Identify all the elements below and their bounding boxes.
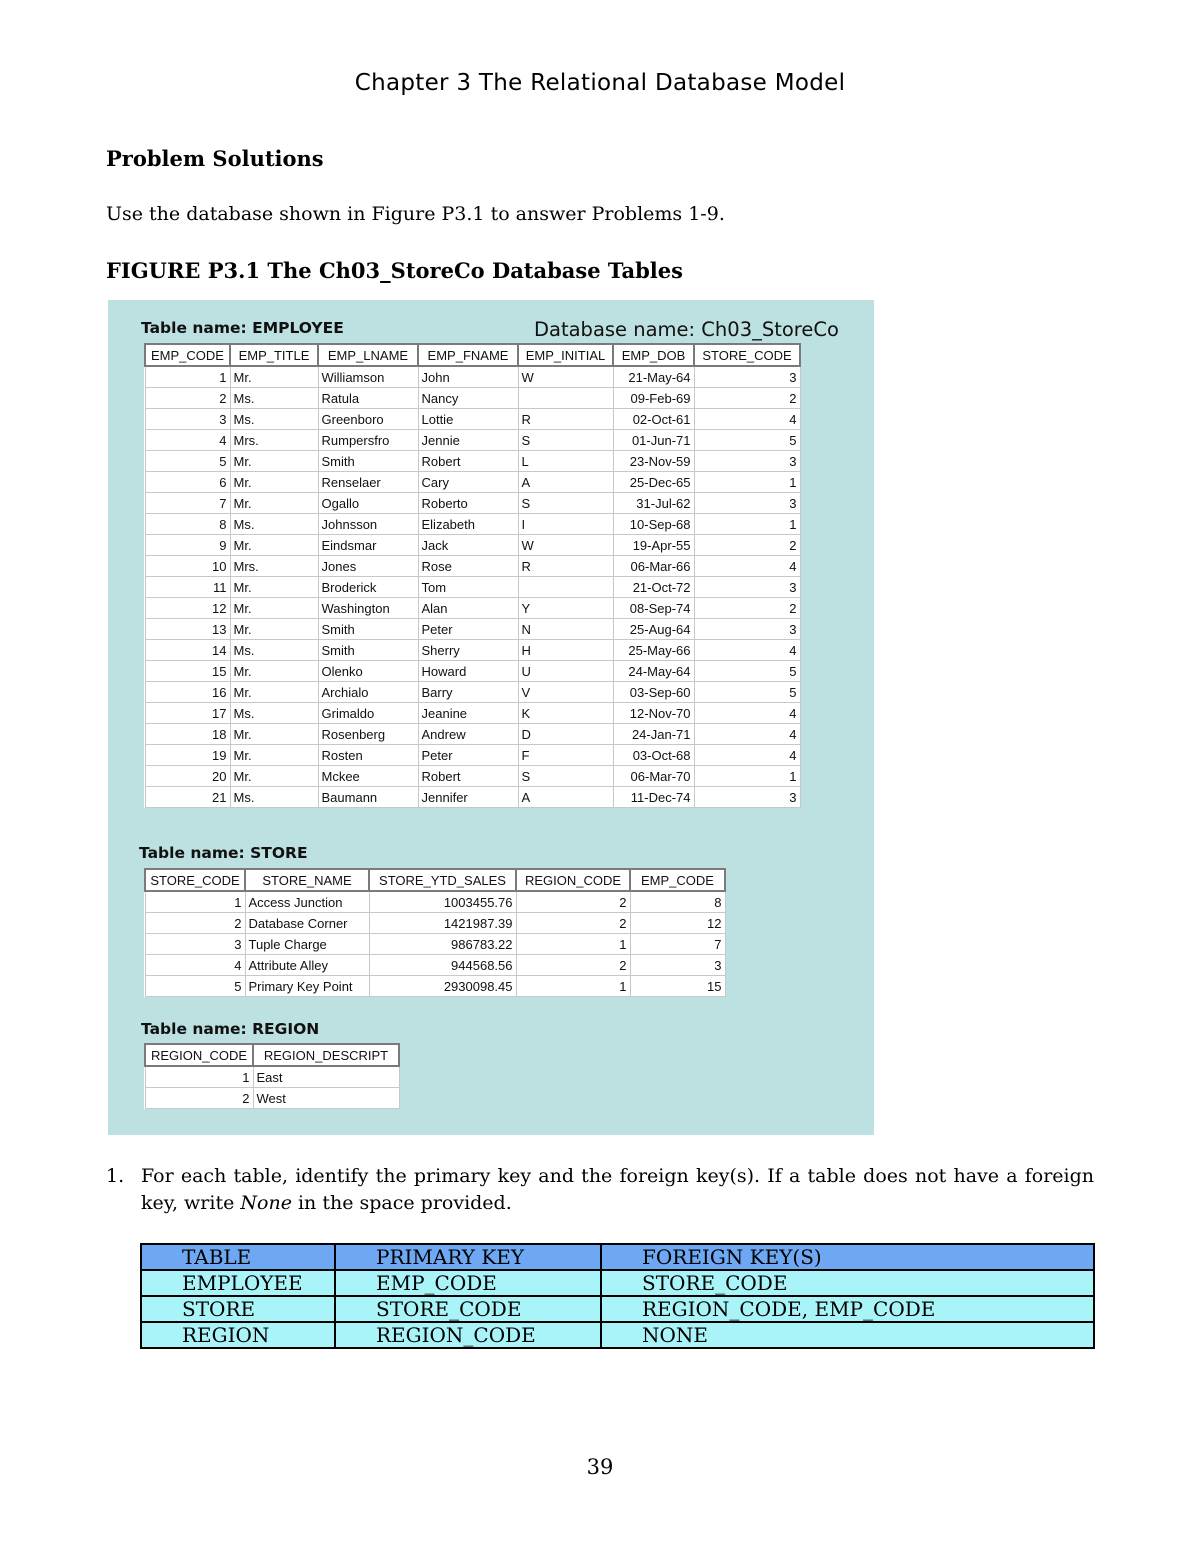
table-cell: Roberto: [418, 493, 518, 514]
answer-cell: EMPLOYEE: [141, 1270, 335, 1296]
table-cell: Sherry: [418, 640, 518, 661]
column-header: STORE_NAME: [245, 869, 369, 891]
column-header: EMP_CODE: [630, 869, 725, 891]
table-cell: Y: [518, 598, 613, 619]
table-row: [145, 514, 800, 535]
table-row: [145, 577, 800, 598]
table-cell: A: [518, 787, 613, 808]
table-cell: 2: [694, 388, 800, 409]
column-header: EMP_DOB: [613, 344, 694, 366]
table-cell: 12: [630, 913, 725, 934]
table-cell: 1: [694, 514, 800, 535]
table-cell: 7: [630, 934, 725, 955]
table-cell: Andrew: [418, 724, 518, 745]
table-cell: Peter: [418, 619, 518, 640]
table-row: [145, 388, 800, 409]
table-cell: Williamson: [318, 366, 418, 388]
table-cell: 13: [145, 619, 230, 640]
table-cell: 1: [145, 891, 245, 913]
table-cell: 3: [694, 366, 800, 388]
answer-header: PRIMARY KEY: [335, 1244, 601, 1270]
table-cell: West: [253, 1088, 399, 1109]
table-cell: Renselaer: [318, 472, 418, 493]
table-cell: 2: [694, 598, 800, 619]
table-cell: Smith: [318, 451, 418, 472]
table-cell: 2: [145, 388, 230, 409]
section-intro: Use the database shown in Figure P3.1 to answer Problems 1-9.: [106, 203, 725, 225]
table-cell: Ogallo: [318, 493, 418, 514]
table-row: [145, 934, 725, 955]
answer-row: [141, 1296, 1094, 1322]
table-row: [145, 366, 800, 388]
table-row: [145, 409, 800, 430]
table-cell: Johnsson: [318, 514, 418, 535]
table-row: [145, 451, 800, 472]
answer-cell: REGION_CODE, EMP_CODE: [601, 1296, 1094, 1322]
table-cell: Mr.: [230, 745, 318, 766]
table-cell: Mrs.: [230, 556, 318, 577]
table-cell: 3: [694, 619, 800, 640]
table-cell: Mckee: [318, 766, 418, 787]
table-cell: Mr.: [230, 619, 318, 640]
table-cell: I: [518, 514, 613, 535]
column-header: REGION_CODE: [516, 869, 630, 891]
table-cell: 06-Mar-66: [613, 556, 694, 577]
table-cell: W: [518, 535, 613, 556]
table-cell: 1421987.39: [369, 913, 516, 934]
table-cell: D: [518, 724, 613, 745]
table-cell: Howard: [418, 661, 518, 682]
table-cell: 10: [145, 556, 230, 577]
table-row: [145, 640, 800, 661]
store-table: [144, 868, 726, 997]
table-cell: Peter: [418, 745, 518, 766]
table-cell: S: [518, 493, 613, 514]
table-cell: 4: [694, 745, 800, 766]
table-row: [145, 661, 800, 682]
page-header-title: Chapter 3 The Relational Database Model: [354, 70, 846, 96]
table-cell: Mr.: [230, 766, 318, 787]
table-cell: Mr.: [230, 535, 318, 556]
table-cell: 24-May-64: [613, 661, 694, 682]
table-cell: 14: [145, 640, 230, 661]
table-cell: 31-Jul-62: [613, 493, 694, 514]
table-row: [145, 913, 725, 934]
table-cell: L: [518, 451, 613, 472]
table-cell: 1: [516, 934, 630, 955]
region-table-label: Table name: REGION: [141, 1020, 320, 1038]
table-row: [145, 745, 800, 766]
table-cell: S: [518, 766, 613, 787]
table-cell: Jennifer: [418, 787, 518, 808]
question-text: [141, 1163, 1094, 1217]
table-cell: 25-Dec-65: [613, 472, 694, 493]
table-cell: Alan: [418, 598, 518, 619]
table-row: [145, 891, 725, 913]
table-cell: 09-Feb-69: [613, 388, 694, 409]
table-cell: John: [418, 366, 518, 388]
table-cell: 2: [516, 913, 630, 934]
table-cell: 5: [694, 661, 800, 682]
column-header: REGION_CODE: [145, 1044, 253, 1066]
table-cell: Baumann: [318, 787, 418, 808]
table-cell: Mr.: [230, 472, 318, 493]
table-cell: 1: [145, 366, 230, 388]
table-cell: 18: [145, 724, 230, 745]
table-cell: K: [518, 703, 613, 724]
table-cell: 4: [694, 640, 800, 661]
column-header: EMP_INITIAL: [518, 344, 613, 366]
table-cell: 1: [694, 472, 800, 493]
table-cell: Rumpersfro: [318, 430, 418, 451]
table-cell: 1003455.76: [369, 891, 516, 913]
table-cell: 25-Aug-64: [613, 619, 694, 640]
table-row: [145, 724, 800, 745]
table-cell: Rose: [418, 556, 518, 577]
table-cell: 2: [145, 1088, 253, 1109]
table-cell: Broderick: [318, 577, 418, 598]
table-cell: Washington: [318, 598, 418, 619]
table-cell: Mr.: [230, 682, 318, 703]
table-cell: Olenko: [318, 661, 418, 682]
table-cell: Grimaldo: [318, 703, 418, 724]
column-header: EMP_FNAME: [418, 344, 518, 366]
question-number: 1.: [106, 1165, 125, 1187]
question-emphasis: None: [240, 1192, 292, 1214]
table-row: [145, 556, 800, 577]
table-cell: 1: [516, 976, 630, 997]
table-cell: 3: [630, 955, 725, 976]
table-cell: Robert: [418, 451, 518, 472]
store-table-label: Table name: STORE: [139, 844, 308, 862]
table-cell: 4: [145, 430, 230, 451]
table-cell: 12: [145, 598, 230, 619]
table-cell: Lottie: [418, 409, 518, 430]
table-cell: H: [518, 640, 613, 661]
table-row: [145, 955, 725, 976]
table-row: [145, 682, 800, 703]
database-figure: [108, 300, 874, 1135]
table-cell: 986783.22: [369, 934, 516, 955]
table-cell: Mr.: [230, 366, 318, 388]
table-cell: 03-Oct-68: [613, 745, 694, 766]
table-cell: 25-May-66: [613, 640, 694, 661]
table-cell: Jones: [318, 556, 418, 577]
table-row: [145, 472, 800, 493]
table-cell: 3: [694, 451, 800, 472]
table-cell: Barry: [418, 682, 518, 703]
table-cell: 1: [694, 766, 800, 787]
table-cell: R: [518, 409, 613, 430]
table-cell: 03-Sep-60: [613, 682, 694, 703]
table-cell: Mr.: [230, 451, 318, 472]
table-cell: Cary: [418, 472, 518, 493]
table-cell: Rosten: [318, 745, 418, 766]
answer-cell: STORE_CODE: [335, 1296, 601, 1322]
answer-header: FOREIGN KEY(S): [601, 1244, 1094, 1270]
table-cell: F: [518, 745, 613, 766]
table-cell: 5: [145, 976, 245, 997]
table-cell: 17: [145, 703, 230, 724]
table-row: [145, 1088, 399, 1109]
table-cell: 5: [694, 682, 800, 703]
table-cell: 23-Nov-59: [613, 451, 694, 472]
table-row: [145, 493, 800, 514]
answer-cell: EMP_CODE: [335, 1270, 601, 1296]
table-cell: 7: [145, 493, 230, 514]
column-header: EMP_CODE: [145, 344, 230, 366]
table-row: [145, 976, 725, 997]
table-cell: Mrs.: [230, 430, 318, 451]
column-header: STORE_YTD_SALES: [369, 869, 516, 891]
table-cell: V: [518, 682, 613, 703]
table-cell: N: [518, 619, 613, 640]
table-cell: 8: [630, 891, 725, 913]
table-cell: 21-Oct-72: [613, 577, 694, 598]
table-cell: 01-Jun-71: [613, 430, 694, 451]
table-cell: 15: [630, 976, 725, 997]
table-row: [145, 703, 800, 724]
table-cell: 3: [694, 577, 800, 598]
table-cell: Smith: [318, 619, 418, 640]
table-cell: Nancy: [418, 388, 518, 409]
table-cell: A: [518, 472, 613, 493]
table-cell: 12-Nov-70: [613, 703, 694, 724]
database-name-label: Database name: Ch03_StoreCo: [534, 318, 839, 341]
table-cell: Mr.: [230, 661, 318, 682]
table-cell: 3: [694, 787, 800, 808]
employee-table: [144, 343, 801, 808]
table-cell: 2: [516, 891, 630, 913]
table-cell: Smith: [318, 640, 418, 661]
answer-cell: REGION_CODE: [335, 1322, 601, 1348]
table-cell: 2: [516, 955, 630, 976]
table-row: [145, 787, 800, 808]
table-cell: 16: [145, 682, 230, 703]
table-row: [145, 430, 800, 451]
table-cell: 02-Oct-61: [613, 409, 694, 430]
table-cell: 2930098.45: [369, 976, 516, 997]
table-cell: U: [518, 661, 613, 682]
table-cell: [518, 577, 613, 598]
table-cell: 21-May-64: [613, 366, 694, 388]
region-table: [144, 1043, 400, 1109]
table-cell: Tom: [418, 577, 518, 598]
table-cell: S: [518, 430, 613, 451]
table-cell: 4: [694, 703, 800, 724]
table-cell: Ms.: [230, 388, 318, 409]
table-cell: 2: [694, 535, 800, 556]
table-cell: 3: [694, 493, 800, 514]
table-cell: Elizabeth: [418, 514, 518, 535]
table-cell: 21: [145, 787, 230, 808]
table-cell: 08-Sep-74: [613, 598, 694, 619]
section-heading: Problem Solutions: [106, 146, 324, 171]
answer-cell: NONE: [601, 1322, 1094, 1348]
table-cell: Jennie: [418, 430, 518, 451]
question-text-before: For each table, identify the primary key and the foreign key(s). If a table does not have a foreign key, write: [141, 1165, 1094, 1214]
table-cell: Rosenberg: [318, 724, 418, 745]
table-row: [145, 598, 800, 619]
table-cell: 24-Jan-71: [613, 724, 694, 745]
table-cell: 8: [145, 514, 230, 535]
table-cell: 4: [145, 955, 245, 976]
table-cell: Access Junction: [245, 891, 369, 913]
table-cell: 19-Apr-55: [613, 535, 694, 556]
table-cell: 10-Sep-68: [613, 514, 694, 535]
table-cell: Jack: [418, 535, 518, 556]
table-cell: Attribute Alley: [245, 955, 369, 976]
answer-row: [141, 1270, 1094, 1296]
answer-cell: REGION: [141, 1322, 335, 1348]
table-cell: Database Corner: [245, 913, 369, 934]
table-cell: 19: [145, 745, 230, 766]
table-cell: Greenboro: [318, 409, 418, 430]
table-cell: 9: [145, 535, 230, 556]
answer-table: [140, 1243, 1095, 1349]
table-cell: Primary Key Point: [245, 976, 369, 997]
table-cell: Ratula: [318, 388, 418, 409]
table-cell: Tuple Charge: [245, 934, 369, 955]
table-cell: Mr.: [230, 577, 318, 598]
table-row: [145, 535, 800, 556]
table-row: [145, 619, 800, 640]
table-cell: 2: [145, 913, 245, 934]
table-cell: Mr.: [230, 493, 318, 514]
table-cell: 20: [145, 766, 230, 787]
page-number: 39: [586, 1455, 614, 1479]
column-header: STORE_CODE: [694, 344, 800, 366]
table-cell: 5: [694, 430, 800, 451]
column-header: STORE_CODE: [145, 869, 245, 891]
table-cell: Robert: [418, 766, 518, 787]
answer-cell: STORE_CODE: [601, 1270, 1094, 1296]
table-cell: Ms.: [230, 640, 318, 661]
table-cell: 4: [694, 556, 800, 577]
answer-cell: STORE: [141, 1296, 335, 1322]
table-cell: Ms.: [230, 409, 318, 430]
table-cell: 15: [145, 661, 230, 682]
table-cell: 5: [145, 451, 230, 472]
table-cell: 4: [694, 724, 800, 745]
table-cell: Mr.: [230, 724, 318, 745]
figure-caption: FIGURE P3.1 The Ch03_StoreCo Database Tables: [106, 258, 683, 283]
employee-table-label: Table name: EMPLOYEE: [141, 319, 344, 337]
table-cell: Ms.: [230, 703, 318, 724]
table-row: [145, 1066, 399, 1088]
table-row: [145, 766, 800, 787]
table-cell: W: [518, 366, 613, 388]
table-cell: East: [253, 1066, 399, 1088]
table-cell: Ms.: [230, 514, 318, 535]
table-cell: Mr.: [230, 598, 318, 619]
table-cell: 11: [145, 577, 230, 598]
column-header: EMP_LNAME: [318, 344, 418, 366]
table-cell: 4: [694, 409, 800, 430]
table-cell: R: [518, 556, 613, 577]
table-cell: Ms.: [230, 787, 318, 808]
answer-row: [141, 1322, 1094, 1348]
table-cell: [518, 388, 613, 409]
table-cell: Eindsmar: [318, 535, 418, 556]
table-cell: Archialo: [318, 682, 418, 703]
table-cell: Jeanine: [418, 703, 518, 724]
table-cell: 06-Mar-70: [613, 766, 694, 787]
table-cell: 3: [145, 934, 245, 955]
table-cell: 944568.56: [369, 955, 516, 976]
column-header: EMP_TITLE: [230, 344, 318, 366]
column-header: REGION_DESCRIPT: [253, 1044, 399, 1066]
table-cell: 1: [145, 1066, 253, 1088]
table-cell: 3: [145, 409, 230, 430]
question-text-after: in the space provided.: [291, 1192, 512, 1214]
table-cell: 6: [145, 472, 230, 493]
answer-header: TABLE: [141, 1244, 335, 1270]
table-cell: 11-Dec-74: [613, 787, 694, 808]
